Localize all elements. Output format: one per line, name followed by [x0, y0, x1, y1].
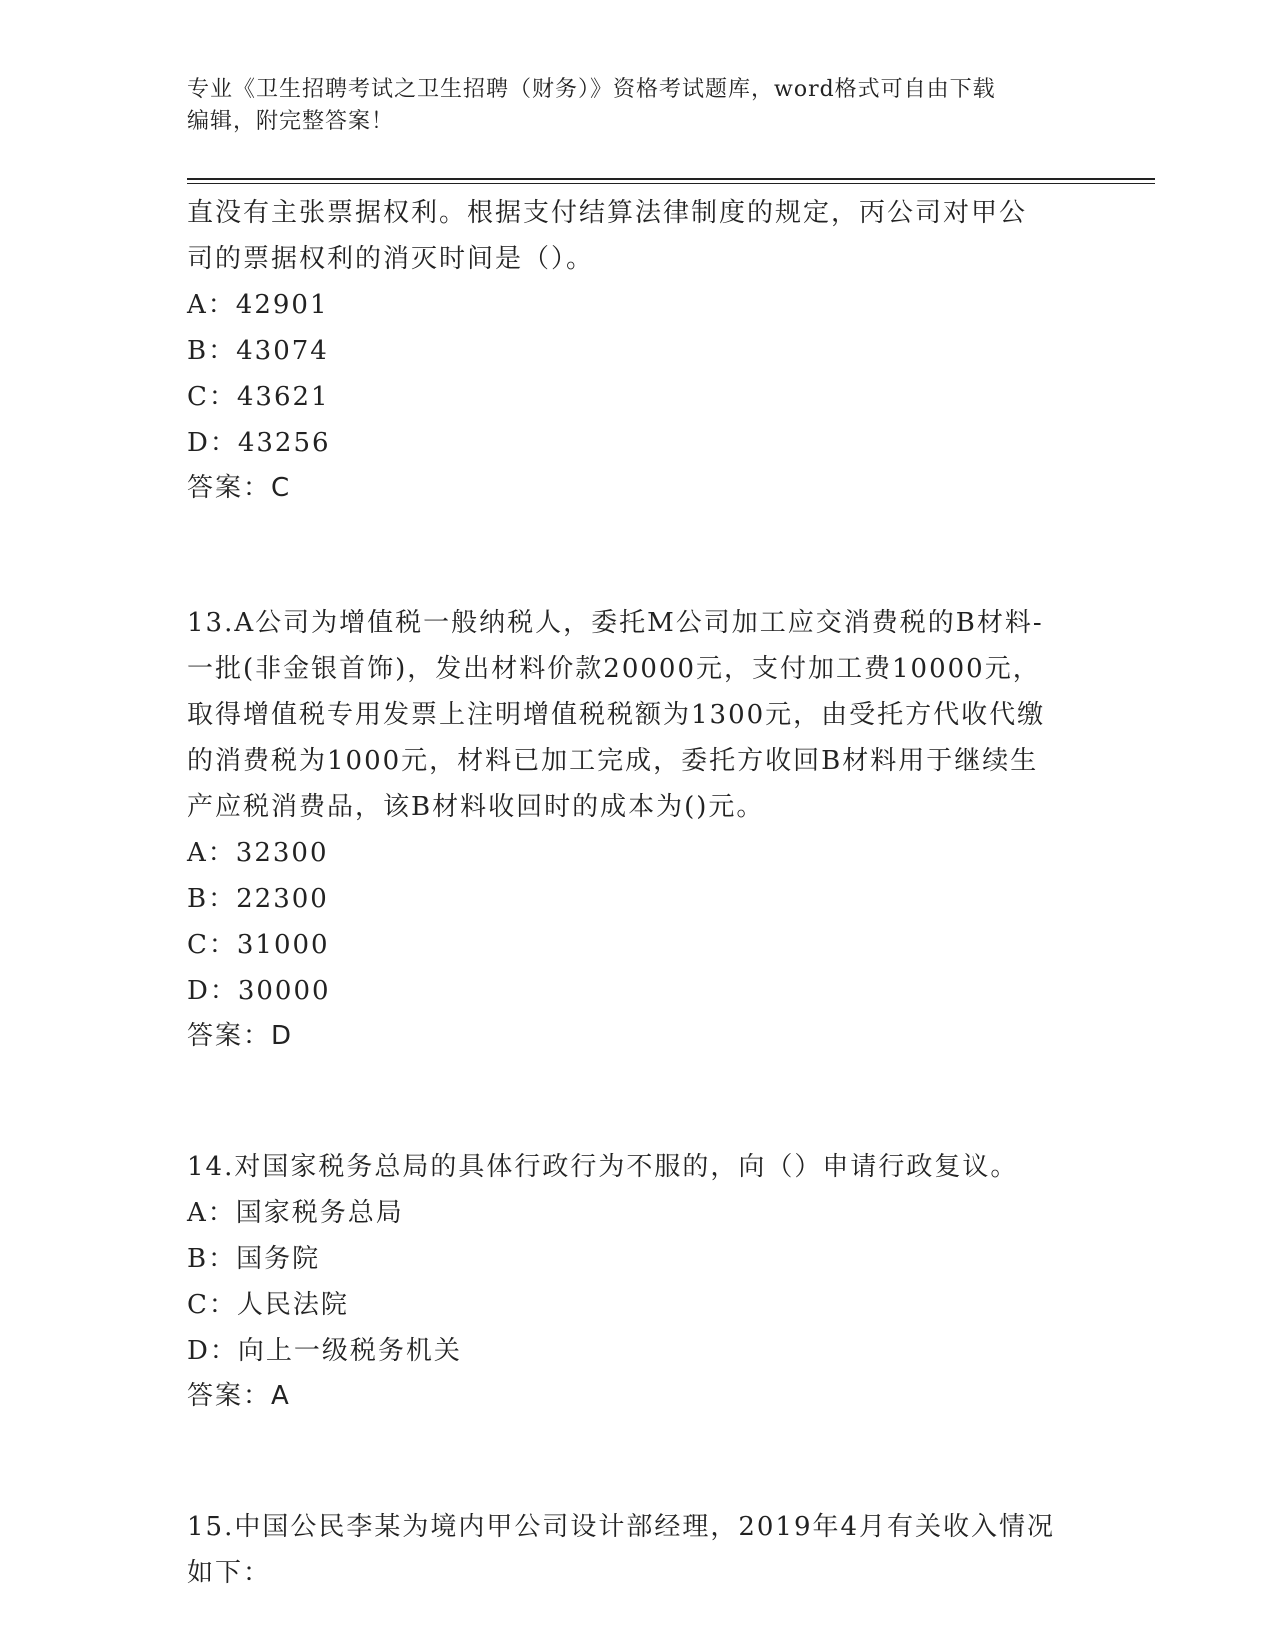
question-spacer: [187, 510, 1087, 600]
question-stem-line: 的消费税为1000元，材料已加工完成，委托方收回B材料用于继续生: [187, 746, 1039, 776]
question-12: [187, 190, 1087, 510]
option-d: D：向上一级税务机关: [187, 1336, 462, 1366]
option-a: A：国家税务总局: [187, 1198, 404, 1228]
option-c: C：43621: [187, 382, 330, 412]
question-spacer: [187, 1418, 1087, 1504]
question-stem-line: 产应税消费品，该B材料收回时的成本为()元。: [187, 792, 765, 822]
question-13: [187, 600, 1087, 1058]
question-stem-line: 15.中国公民李某为境内甲公司设计部经理，2019年4月有关收入情况: [187, 1512, 1056, 1542]
question-15: [187, 1504, 1087, 1596]
option-a: A：32300: [187, 838, 329, 868]
question-stem-line: 取得增值税专用发票上注明增值税税额为1300元，由受托方代收代缴: [187, 700, 1046, 730]
question-stem-line: 一批(非金银首饰)，发出材料价款20000元，支付加工费10000元，: [187, 654, 1041, 684]
option-d: D：30000: [187, 976, 331, 1006]
header-rule-thick: [187, 178, 1155, 180]
option-b: B：22300: [187, 884, 329, 914]
question-stem-line: 13.A公司为增值税一般纳税人，委托M公司加工应交消费税的B材料-: [187, 608, 1044, 638]
option-a: A：42901: [187, 290, 329, 320]
option-c: C：31000: [187, 930, 330, 960]
option-b: B：国务院: [187, 1244, 321, 1274]
question-stem-line: 司的票据权利的消灭时间是（）。: [187, 244, 595, 274]
header-line-2: 编辑，附完整答案！: [187, 109, 395, 134]
header-line-1: 专业《卫生招聘考试之卫生招聘（财务）》资格考试题库，word格式可自由下载: [187, 77, 996, 102]
option-d: D：43256: [187, 428, 331, 458]
answer-line: 答案：C: [187, 473, 292, 503]
question-stem-line: 如下：: [187, 1558, 272, 1588]
question-stem-line: 直没有主张票据权利。根据支付结算法律制度的规定，丙公司对甲公: [187, 198, 1028, 228]
document-body: [187, 190, 1087, 1596]
question-spacer: [187, 1058, 1087, 1144]
answer-line: 答案：D: [187, 1021, 294, 1051]
option-b: B：43074: [187, 336, 329, 366]
answer-line: 答案：A: [187, 1381, 291, 1411]
question-14: [187, 1144, 1087, 1418]
document-header: [187, 74, 1087, 138]
header-rule-thin: [187, 183, 1155, 184]
question-stem-line: 14.对国家税务总局的具体行政行为不服的，向（）申请行政复议。: [187, 1152, 1019, 1182]
option-c: C：人民法院: [187, 1290, 349, 1320]
